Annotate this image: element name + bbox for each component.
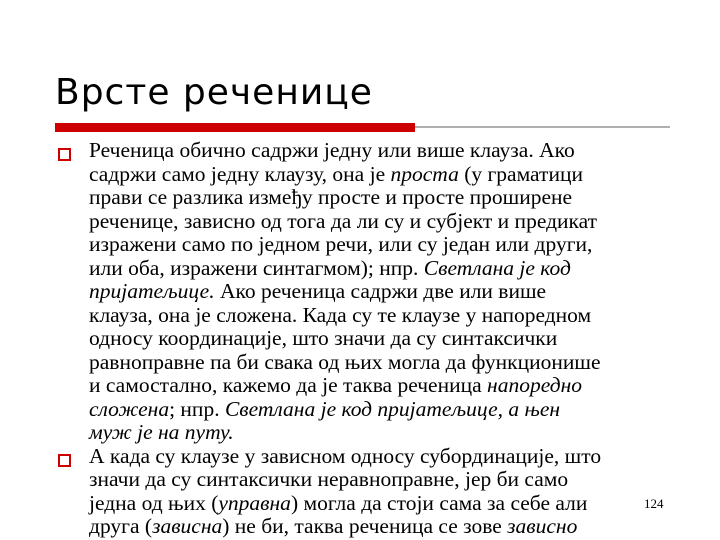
italic-text: Светлана је код — [423, 255, 571, 280]
bullet-item — [56, 139, 678, 445]
text-line — [89, 280, 678, 304]
text-segment: клауза, она је сложена. Када су те клаузе у напоредном — [89, 302, 592, 327]
text-segment: реченице, зависно од тога да ли су и субјект и предикат — [89, 208, 598, 233]
text-segment: једна од њих ( — [89, 490, 219, 515]
square-bullet-icon — [58, 148, 71, 161]
text-segment: садржи само једну клаузу, она је — [89, 161, 391, 186]
text-segment: и самостално, кажемо да је таква реченица — [89, 373, 488, 397]
text-line — [89, 374, 678, 398]
text-line — [89, 492, 678, 516]
italic-text: напоредно — [487, 373, 582, 397]
text-line — [89, 445, 678, 469]
italic-text: Светлана је код пријатељице, а њен — [224, 396, 561, 421]
italic-text: проста — [390, 161, 459, 186]
text-segment: Ако реченица садржи две или више — [214, 279, 547, 303]
page-number: 124 — [644, 496, 664, 511]
text-segment: равноправне па би свака од њих могла да функционише — [89, 349, 601, 374]
italic-text: пријатељице. — [89, 279, 215, 303]
text-line — [89, 351, 678, 375]
text-line — [89, 304, 678, 328]
text-segment: изражени само по једном речи, или су један или други, — [89, 232, 593, 256]
text-line — [89, 257, 678, 281]
italic-text: сложена — [89, 396, 170, 421]
text-line — [89, 163, 678, 187]
text-segment: значи да су синтаксички неравноправне, јер би само — [89, 467, 569, 491]
slide-title: Врсте реченице — [55, 72, 373, 113]
text-line — [89, 186, 678, 210]
italic-text: муж је на путу. — [89, 420, 234, 444]
text-line — [89, 139, 678, 163]
text-line — [89, 421, 678, 445]
title-divider-line — [415, 126, 670, 128]
title-accent-bar — [55, 123, 415, 132]
bullet-list — [56, 139, 678, 539]
text-line — [89, 327, 678, 351]
text-segment: ) могла да стоји сама за себе али — [290, 490, 588, 515]
square-bullet-icon — [58, 454, 71, 467]
text-segment: прави се разлика између просте и просте проширене — [89, 185, 573, 209]
text-line — [89, 468, 678, 492]
text-line — [89, 233, 678, 257]
text-segment: друга ( — [89, 514, 153, 538]
italic-text: зависна — [152, 514, 223, 538]
text-line — [89, 398, 678, 422]
text-segment: Реченица обично садржи једну или више клауза. Ако — [89, 138, 575, 162]
text-segment: или оба, изражени синтагмом); нпр. — [89, 255, 424, 280]
text-line — [89, 210, 678, 234]
bullet-item — [56, 445, 678, 539]
text-segment: А када су клаузе у зависном односу субординације, што — [89, 443, 602, 468]
italic-text: управна — [218, 490, 291, 515]
italic-text: зависно — [507, 514, 578, 538]
text-segment: (у граматици — [458, 161, 583, 186]
text-segment: ) не би, таква реченица се зове — [222, 514, 508, 538]
text-segment: ; нпр. — [169, 396, 225, 421]
text-line — [89, 515, 678, 539]
text-segment: односу координације, што значи да су синтаксички — [89, 326, 558, 350]
